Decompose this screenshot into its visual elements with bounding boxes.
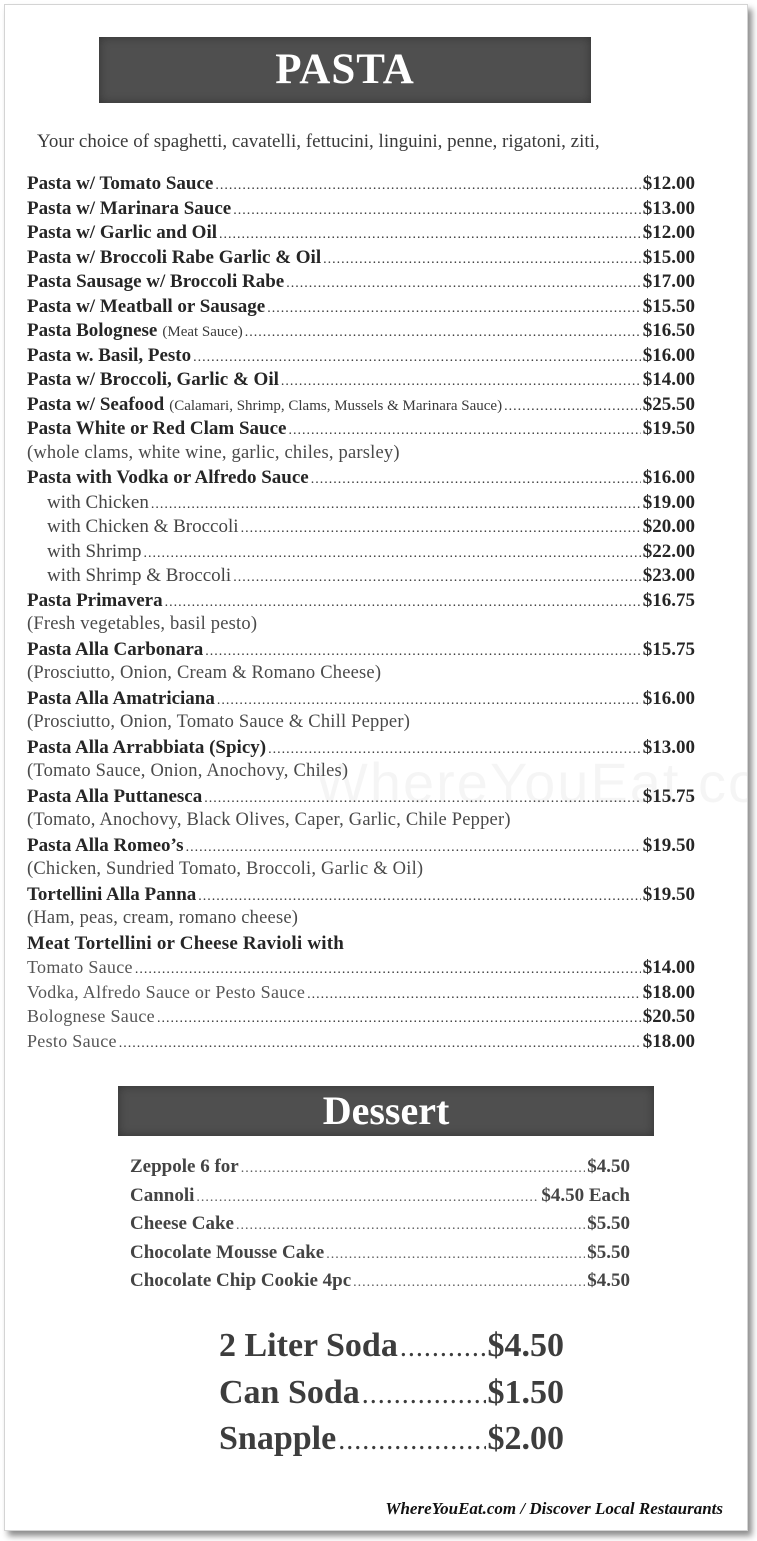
menu-item-row: [27, 786, 695, 811]
menu-item-row: [27, 418, 695, 443]
menu-item-row: [27, 639, 695, 664]
leader-dots: [143, 546, 640, 562]
item-price: $18.00: [642, 981, 695, 1003]
menu-item-row: [27, 394, 695, 419]
item-price: $19.50: [642, 418, 695, 439]
item-name: Pasta Bolognese: [27, 320, 158, 341]
item-price: $13.00: [642, 197, 695, 219]
leader-dots: [196, 1190, 539, 1206]
leader-dots: [241, 521, 641, 537]
item-price: $15.75: [642, 785, 695, 807]
item-price: $4.50: [587, 1156, 630, 1177]
leader-dots: [323, 252, 641, 268]
item-price: $4.50: [587, 1270, 630, 1291]
menu-item-row: [27, 345, 695, 370]
item-price: $16.00: [642, 344, 695, 366]
pasta-section-title: PASTA: [99, 37, 591, 103]
dessert-menu-list: [130, 1156, 630, 1299]
item-note: (Meat Sauce): [162, 324, 243, 340]
item-description: [27, 810, 695, 835]
leader-dots: [307, 987, 641, 1003]
item-price: $4.50: [487, 1327, 564, 1364]
menu-item-row: [27, 737, 695, 762]
leader-dots: [151, 497, 641, 513]
menu-item-row: [27, 271, 695, 296]
item-name: Pasta w/ Meatball or Sausage: [27, 295, 266, 317]
footer-credit[interactable]: WhereYouEat.com / Discover Local Restaurants: [385, 1499, 723, 1518]
menu-item-row: [27, 516, 695, 541]
item-name: Pasta w/ Garlic and Oil: [27, 222, 217, 243]
item-description: [27, 761, 695, 786]
item-name: Pasta White or Red Clam Sauce: [27, 418, 287, 439]
menu-item-row: [130, 1242, 630, 1271]
item-description-text: (Tomato Sauce, Onion, Anochovy, Chiles): [27, 761, 349, 781]
menu-item-row: [130, 1270, 630, 1299]
leader-dots: [233, 203, 641, 219]
item-description-text: (Chicken, Sundried Tomato, Broccoli, Garlic & Oil): [27, 859, 424, 879]
item-price: $25.50: [642, 393, 695, 415]
item-price: $5.50: [587, 1213, 630, 1234]
leader-dots: [215, 178, 640, 194]
item-price: $12.00: [642, 173, 695, 194]
menu-item-row: [27, 492, 695, 517]
tortellini-heading-text: Meat Tortellini or Cheese Ravioli with: [27, 932, 345, 954]
item-description: [27, 908, 695, 933]
item-name: Pasta Alla Carbonara: [27, 638, 204, 660]
menu-item-row: [130, 1156, 630, 1185]
item-name: Vodka, Alfredo Sauce or Pesto Sauce: [27, 981, 306, 1002]
leader-dots: [157, 1011, 641, 1027]
item-price: $2.00: [487, 1420, 564, 1457]
leader-dots: [135, 962, 641, 978]
menu-item-row: [27, 590, 695, 615]
menu-item-row: [27, 982, 695, 1007]
item-price: $16.00: [642, 467, 695, 488]
dessert-section-title: Dessert: [118, 1086, 654, 1136]
tortellini-heading: [27, 933, 695, 958]
leader-dots: [204, 791, 641, 807]
drinks-menu-list: [219, 1327, 564, 1467]
menu-item-row: [27, 467, 695, 492]
item-name: Chocolate Mousse Cake: [130, 1241, 325, 1263]
item-price: $1.50: [487, 1373, 564, 1411]
leader-dots: [205, 644, 640, 660]
item-name: Chocolate Chip Cookie 4pc: [130, 1270, 352, 1291]
item-price: $16.75: [642, 589, 695, 611]
item-price: $16.50: [642, 320, 695, 341]
item-price: $14.00: [642, 369, 695, 390]
item-name: with Shrimp: [47, 540, 142, 562]
item-price: $23.00: [642, 565, 695, 586]
item-price: $15.00: [642, 246, 695, 268]
menu-item-row: [27, 541, 695, 566]
item-price: $20.50: [642, 1006, 695, 1027]
leader-dots: [241, 1161, 586, 1177]
item-name: Zeppole 6 for: [130, 1156, 239, 1177]
leader-dots: [362, 1379, 486, 1411]
menu-item-row: [27, 1006, 695, 1031]
item-price: $17.00: [642, 271, 695, 292]
item-name: with Chicken & Broccoli: [47, 516, 239, 537]
item-description-text: (Prosciutto, Onion, Tomato Sauce & Chill Pepper): [27, 712, 411, 732]
item-name: Pasta with Vodka or Alfredo Sauce: [27, 467, 309, 488]
leader-dots: [286, 276, 641, 292]
item-name: Pasta Alla Arrabbiata (Spicy): [27, 736, 267, 758]
pasta-menu-list: [27, 173, 695, 1055]
item-name: Pasta Alla Amatriciana: [27, 687, 215, 709]
leader-dots: [193, 350, 641, 366]
item-price: $19.50: [642, 834, 695, 856]
menu-item-row: [27, 565, 695, 590]
item-name: Can Soda: [219, 1373, 360, 1411]
item-price: $5.50: [587, 1241, 630, 1263]
leader-dots: [353, 1275, 585, 1291]
item-name: Pasta w/ Broccoli, Garlic & Oil: [27, 369, 279, 390]
leader-dots: [338, 1425, 485, 1457]
item-name: Pasta Sausage w/ Broccoli Rabe: [27, 271, 285, 292]
item-price: $20.00: [642, 516, 695, 537]
item-price: $19.00: [642, 491, 695, 513]
leader-dots: [219, 227, 641, 243]
item-price: $16.00: [642, 687, 695, 709]
menu-item-row: [27, 296, 695, 321]
item-description: [27, 712, 695, 737]
menu-item-row: [27, 688, 695, 713]
menu-item-row: [27, 884, 695, 909]
menu-item-row: [130, 1185, 630, 1214]
menu-item-row: [27, 198, 695, 223]
item-description: [27, 614, 695, 639]
menu-item-row: [27, 957, 695, 982]
item-name: Pasta w/ Marinara Sauce: [27, 197, 232, 219]
menu-item-row: [27, 835, 695, 860]
leader-dots: [198, 889, 640, 905]
item-name: Snapple: [219, 1420, 337, 1457]
item-name: with Chicken: [47, 491, 149, 513]
item-price: $4.50 Each: [541, 1184, 630, 1206]
item-price: $14.00: [642, 957, 695, 978]
leader-dots: [311, 472, 641, 488]
leader-dots: [245, 325, 641, 341]
menu-item-row: [27, 173, 695, 198]
item-description-text: (Tomato, Anochovy, Black Olives, Caper, Garlic, Chile Pepper): [27, 810, 511, 830]
item-name: 2 Liter Soda: [219, 1327, 398, 1364]
leader-dots: [186, 840, 641, 856]
item-name: Pasta Alla Puttanesca: [27, 785, 203, 807]
leader-dots: [165, 595, 641, 611]
item-name: Tomato Sauce: [27, 957, 133, 977]
item-price: $13.00: [642, 736, 695, 758]
menu-item-row: [27, 247, 695, 272]
menu-item-row: [27, 369, 695, 394]
item-description-text: (whole clams, white wine, garlic, chiles, parsley): [27, 442, 400, 463]
item-description-text: (Prosciutto, Onion, Cream & Romano Cheese): [27, 663, 382, 683]
item-name: Pasta w/ Seafood: [27, 393, 165, 415]
menu-item-row: [27, 320, 695, 345]
item-name: with Shrimp & Broccoli: [47, 565, 232, 586]
item-price: $15.75: [642, 638, 695, 660]
item-price: $12.00: [642, 222, 695, 243]
menu-page: [4, 4, 748, 1531]
item-name: Pasta Alla Romeo’s: [27, 834, 184, 856]
menu-item-row: [130, 1213, 630, 1242]
item-description: [27, 443, 695, 468]
item-name: Pasta w/ Broccoli Rabe Garlic & Oil: [27, 246, 322, 268]
menu-item-row: [27, 1031, 695, 1056]
leader-dots: [504, 399, 641, 415]
menu-item-row: [219, 1420, 564, 1467]
pasta-intro: Your choice of spaghetti, cavatelli, fettucini, linguini, penne, rigatoni, ziti,: [37, 131, 600, 152]
item-name: Pasta w. Basil, Pesto: [27, 344, 192, 366]
leader-dots: [326, 1247, 585, 1263]
leader-dots: [233, 570, 641, 586]
item-name: Tortellini Alla Panna: [27, 883, 197, 905]
leader-dots: [268, 742, 641, 758]
menu-item-row: [27, 222, 695, 247]
item-price: $15.50: [642, 295, 695, 317]
menu-item-row: [219, 1374, 564, 1421]
item-note: (Calamari, Shrimp, Clams, Mussels & Marinara Sauce): [169, 397, 503, 414]
item-description-text: (Ham, peas, cream, romano cheese): [27, 908, 299, 928]
leader-dots: [119, 1036, 641, 1052]
leader-dots: [281, 374, 641, 390]
leader-dots: [217, 693, 641, 709]
item-name: Cheese Cake: [130, 1213, 234, 1234]
item-price: $19.50: [642, 883, 695, 905]
item-name: Bolognese Sauce: [27, 1006, 155, 1026]
item-price: $22.00: [642, 540, 695, 562]
menu-item-row: [219, 1327, 564, 1374]
item-name: Cannoli: [130, 1184, 195, 1206]
leader-dots: [400, 1332, 486, 1364]
item-description: [27, 663, 695, 688]
leader-dots: [236, 1218, 585, 1234]
item-price: $18.00: [642, 1030, 695, 1052]
item-name: Pasta w/ Tomato Sauce: [27, 173, 214, 194]
item-name: Pesto Sauce: [27, 1030, 117, 1051]
leader-dots: [288, 423, 640, 439]
item-description-text: (Fresh vegetables, basil pesto): [27, 614, 258, 634]
item-name: Pasta Primavera: [27, 589, 163, 611]
leader-dots: [267, 301, 641, 317]
item-description: [27, 859, 695, 884]
